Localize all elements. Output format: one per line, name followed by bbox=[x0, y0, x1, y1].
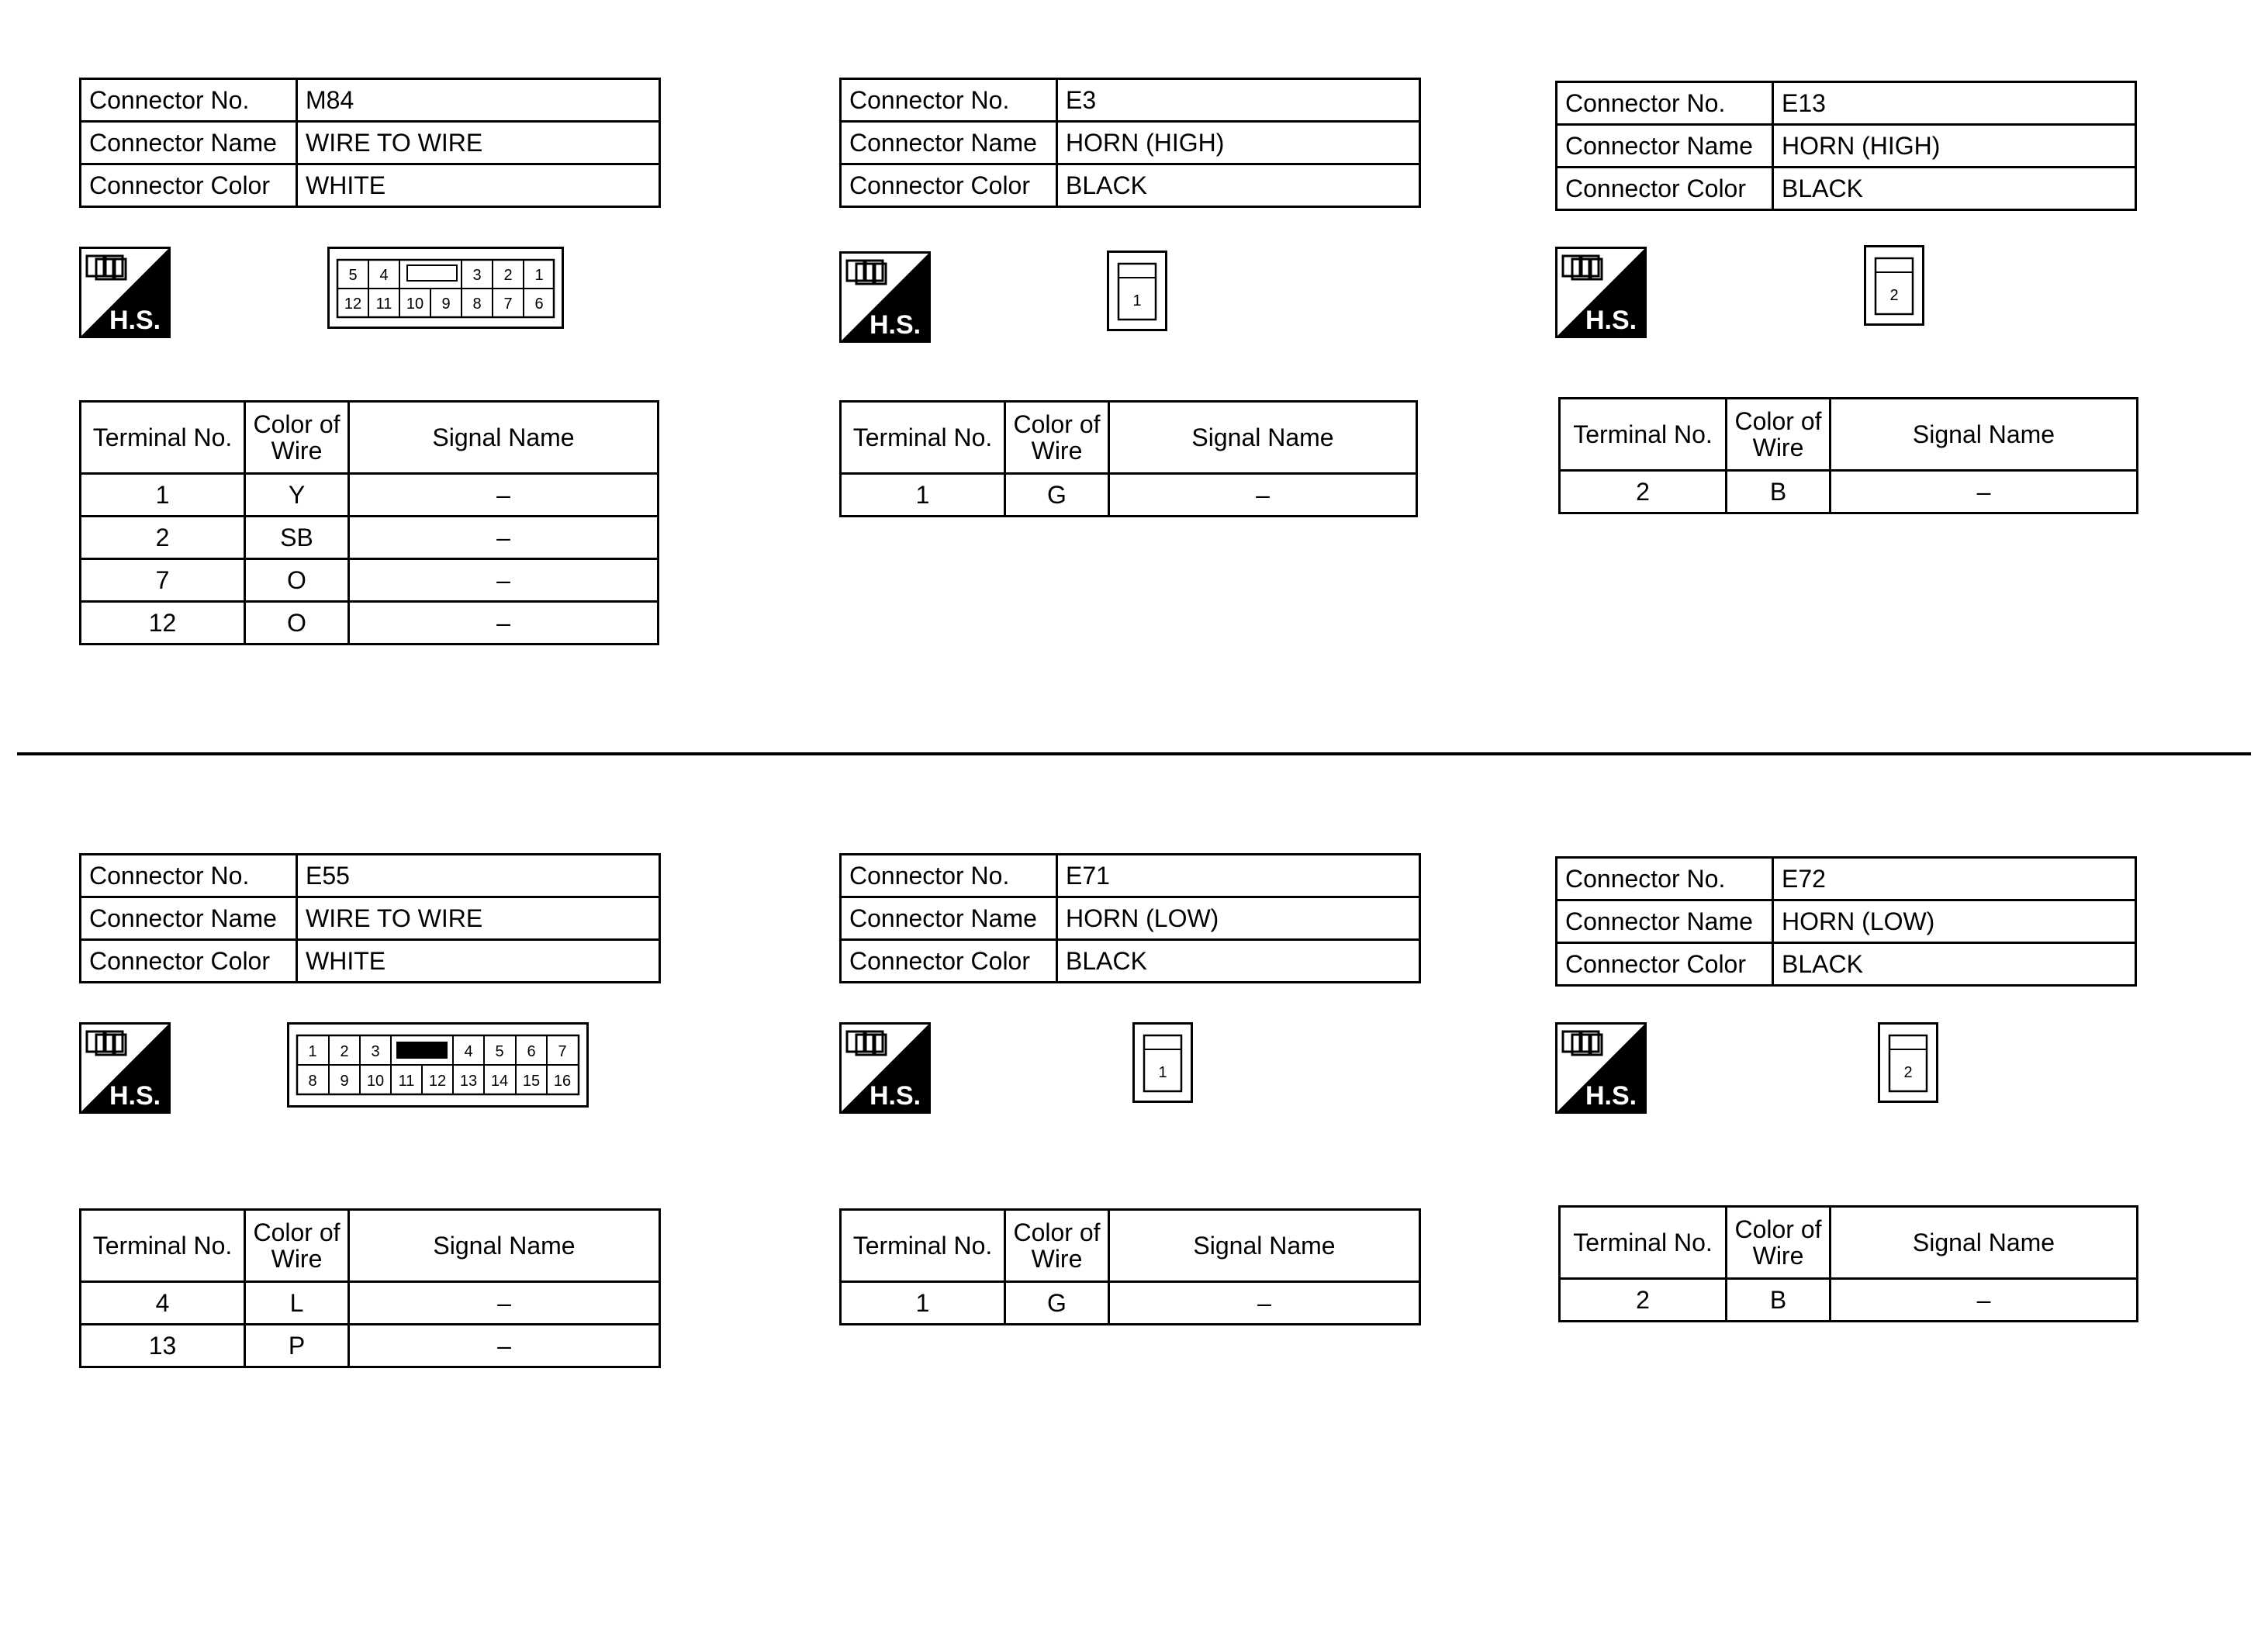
connector-no-value: E13 bbox=[1773, 82, 2136, 125]
connector-face-diagram bbox=[327, 247, 564, 329]
pin-label: 10 bbox=[406, 295, 424, 313]
hs-harness-side-icon bbox=[1555, 1022, 1647, 1114]
terminal-no-cell: 1 bbox=[81, 474, 245, 517]
connector-info-table bbox=[1555, 856, 2137, 987]
terminal-table bbox=[1558, 397, 2138, 514]
pin-label: 3 bbox=[472, 267, 482, 284]
terminal-header-row bbox=[841, 1210, 1420, 1282]
connector-name-label: Connector Name bbox=[1557, 900, 1773, 943]
pin-label: 2 bbox=[1889, 287, 1899, 304]
connector-face-diagram bbox=[1107, 251, 1167, 331]
wire-color-cell: B bbox=[1727, 471, 1831, 513]
connector-no-label: Connector No. bbox=[81, 855, 297, 897]
color-of-wire-header: Color of Wire bbox=[1727, 1207, 1831, 1279]
hs-label: H.S. bbox=[869, 310, 921, 340]
connector-name-label: Connector Name bbox=[81, 122, 297, 164]
hs-harness-side-icon bbox=[79, 1022, 171, 1114]
terminal-no-header: Terminal No. bbox=[841, 1210, 1005, 1282]
pin-label: 3 bbox=[371, 1043, 380, 1060]
connector-color-label: Connector Color bbox=[1557, 168, 1773, 210]
connector-no-label: Connector No. bbox=[1557, 82, 1773, 125]
connector-panel-e3 bbox=[839, 78, 1429, 698]
table-row bbox=[81, 1325, 660, 1367]
pin-label: 5 bbox=[495, 1043, 504, 1060]
table-row bbox=[841, 1282, 1420, 1325]
pin-label: 1 bbox=[1132, 292, 1142, 309]
connector-info-table bbox=[839, 78, 1421, 208]
signal-name-cell: – bbox=[1831, 471, 2138, 513]
connector-name-value: WIRE TO WIRE bbox=[297, 897, 660, 940]
connector-name-row bbox=[81, 897, 660, 940]
terminal-header-row bbox=[81, 1210, 660, 1282]
hs-harness-side-icon bbox=[79, 247, 171, 338]
connector-no-label: Connector No. bbox=[841, 79, 1057, 122]
terminal-no-header: Terminal No. bbox=[1560, 1207, 1727, 1279]
terminal-no-cell: 1 bbox=[841, 474, 1005, 517]
signal-name-cell: – bbox=[349, 602, 659, 645]
connector-color-label: Connector Color bbox=[1557, 943, 1773, 986]
wire-color-cell: G bbox=[1005, 474, 1109, 517]
connector-color-label: Connector Color bbox=[81, 940, 297, 983]
pin-label: 1 bbox=[308, 1043, 317, 1060]
connector-name-label: Connector Name bbox=[1557, 125, 1773, 168]
connector-name-row bbox=[841, 897, 1420, 940]
connector-name-value: WIRE TO WIRE bbox=[297, 122, 660, 164]
terminal-header-row bbox=[1560, 1207, 2138, 1279]
connector-no-row bbox=[841, 79, 1420, 122]
connector-no-value: E72 bbox=[1773, 858, 2136, 900]
pin-label: 5 bbox=[348, 267, 358, 284]
connector-no-row bbox=[81, 855, 660, 897]
pin-label: 8 bbox=[472, 295, 482, 313]
table-row bbox=[841, 474, 1417, 517]
color-of-wire-header: Color of Wire bbox=[245, 402, 349, 474]
pin-label: 1 bbox=[1158, 1064, 1167, 1081]
pin-label: 8 bbox=[308, 1073, 317, 1090]
hs-label: H.S. bbox=[1585, 306, 1637, 335]
table-row bbox=[81, 474, 659, 517]
pin-label: 11 bbox=[375, 295, 392, 313]
terminal-table bbox=[79, 1208, 661, 1368]
connector-name-row bbox=[1557, 125, 2136, 168]
connector-face-diagram bbox=[1864, 245, 1924, 326]
pin-label: 13 bbox=[459, 1073, 478, 1090]
signal-name-header: Signal Name bbox=[349, 402, 659, 474]
wire-color-cell: SB bbox=[245, 517, 349, 559]
section-divider bbox=[17, 752, 2251, 755]
table-row bbox=[81, 602, 659, 645]
connector-color-label: Connector Color bbox=[81, 164, 297, 207]
wire-color-cell: B bbox=[1727, 1279, 1831, 1322]
terminal-header-row bbox=[81, 402, 659, 474]
color-of-wire-header: Color of Wire bbox=[1727, 399, 1831, 471]
pin-label: 4 bbox=[464, 1043, 473, 1060]
signal-name-cell: – bbox=[1831, 1279, 2138, 1322]
hs-harness-side-icon bbox=[1555, 247, 1647, 338]
signal-name-cell: – bbox=[1109, 474, 1417, 517]
pin-label: 1 bbox=[534, 267, 544, 284]
connector-no-row bbox=[1557, 858, 2136, 900]
connector-no-value: E55 bbox=[297, 855, 660, 897]
connector-name-value: HORN (HIGH) bbox=[1057, 122, 1420, 164]
pin-label: 7 bbox=[558, 1043, 567, 1060]
connector-no-row bbox=[81, 79, 660, 122]
terminal-no-header: Terminal No. bbox=[81, 402, 245, 474]
connector-color-value: BLACK bbox=[1057, 164, 1420, 207]
color-of-wire-header: Color of Wire bbox=[1005, 1210, 1109, 1282]
connector-no-value: E71 bbox=[1057, 855, 1420, 897]
connector-color-value: WHITE bbox=[297, 940, 660, 983]
terminal-no-cell: 4 bbox=[81, 1282, 245, 1325]
locking-tab bbox=[407, 265, 457, 281]
connector-info-table bbox=[1555, 81, 2137, 211]
hs-harness-side-icon bbox=[839, 1022, 931, 1114]
connector-panel-m84 bbox=[79, 78, 669, 698]
table-row bbox=[81, 517, 659, 559]
connector-name-label: Connector Name bbox=[81, 897, 297, 940]
wire-color-cell: L bbox=[245, 1282, 349, 1325]
connector-no-row bbox=[1557, 82, 2136, 125]
pin-label: 11 bbox=[398, 1073, 415, 1090]
connector-face-diagram bbox=[1878, 1022, 1938, 1103]
signal-name-header: Signal Name bbox=[349, 1210, 660, 1282]
color-of-wire-header: Color of Wire bbox=[245, 1210, 349, 1282]
table-row bbox=[1560, 1279, 2138, 1322]
connector-color-value: WHITE bbox=[297, 164, 660, 207]
pin-label: 2 bbox=[503, 267, 513, 284]
connector-color-row bbox=[1557, 168, 2136, 210]
connector-no-value: M84 bbox=[297, 79, 660, 122]
connector-name-row bbox=[841, 122, 1420, 164]
terminal-no-cell: 1 bbox=[841, 1282, 1005, 1325]
wire-color-cell: G bbox=[1005, 1282, 1109, 1325]
pin-label: 2 bbox=[1903, 1064, 1913, 1081]
pin-label: 6 bbox=[534, 295, 544, 313]
pin-label: 2 bbox=[340, 1043, 349, 1060]
signal-name-header: Signal Name bbox=[1109, 1210, 1420, 1282]
connector-color-label: Connector Color bbox=[841, 164, 1057, 207]
pin-label: 15 bbox=[522, 1073, 541, 1090]
terminal-header-row bbox=[1560, 399, 2138, 471]
terminal-no-cell: 7 bbox=[81, 559, 245, 602]
signal-name-cell: – bbox=[1109, 1282, 1420, 1325]
connector-panel-e72 bbox=[1555, 853, 2145, 1474]
connector-no-label: Connector No. bbox=[841, 855, 1057, 897]
wire-color-cell: Y bbox=[245, 474, 349, 517]
terminal-table bbox=[79, 400, 659, 645]
signal-name-header: Signal Name bbox=[1109, 402, 1417, 474]
connector-info-table bbox=[79, 853, 661, 983]
terminal-no-cell: 12 bbox=[81, 602, 245, 645]
connector-name-value: HORN (LOW) bbox=[1773, 900, 2136, 943]
connector-color-row bbox=[841, 940, 1420, 983]
connector-color-label: Connector Color bbox=[841, 940, 1057, 983]
connector-info-table bbox=[79, 78, 661, 208]
connector-face-diagram bbox=[1132, 1022, 1193, 1103]
terminal-table bbox=[839, 1208, 1421, 1325]
signal-name-cell: – bbox=[349, 559, 659, 602]
connector-color-value: BLACK bbox=[1773, 168, 2136, 210]
pin-label: 10 bbox=[366, 1073, 385, 1090]
signal-name-cell: – bbox=[349, 517, 659, 559]
terminal-no-cell: 2 bbox=[1560, 1279, 1727, 1322]
wire-color-cell: P bbox=[245, 1325, 349, 1367]
wire-color-cell: O bbox=[245, 602, 349, 645]
connector-color-row bbox=[81, 164, 660, 207]
hs-label: H.S. bbox=[869, 1081, 921, 1111]
connector-color-value: BLACK bbox=[1773, 943, 2136, 986]
pin-label: 12 bbox=[344, 295, 362, 313]
connector-no-label: Connector No. bbox=[81, 79, 297, 122]
connector-name-value: HORN (LOW) bbox=[1057, 897, 1420, 940]
table-row bbox=[1560, 471, 2138, 513]
hs-label: H.S. bbox=[1585, 1081, 1637, 1111]
connector-color-row bbox=[1557, 943, 2136, 986]
terminal-no-cell: 2 bbox=[1560, 471, 1727, 513]
wire-color-cell: O bbox=[245, 559, 349, 602]
hs-label: H.S. bbox=[109, 1081, 161, 1111]
terminal-no-header: Terminal No. bbox=[81, 1210, 245, 1282]
terminal-table bbox=[1558, 1205, 2138, 1322]
signal-name-header: Signal Name bbox=[1831, 399, 2138, 471]
pin-label: 12 bbox=[428, 1073, 447, 1090]
pin-label: 16 bbox=[553, 1073, 572, 1090]
signal-name-cell: – bbox=[349, 1325, 660, 1367]
connector-name-value: HORN (HIGH) bbox=[1773, 125, 2136, 168]
terminal-table bbox=[839, 400, 1418, 517]
connector-panel-e71 bbox=[839, 853, 1429, 1474]
connector-no-row bbox=[841, 855, 1420, 897]
pin-label: 6 bbox=[527, 1043, 536, 1060]
pin-label: 7 bbox=[503, 295, 513, 313]
locking-tab bbox=[396, 1042, 448, 1059]
table-row bbox=[81, 559, 659, 602]
terminal-no-cell: 13 bbox=[81, 1325, 245, 1367]
connector-color-row bbox=[841, 164, 1420, 207]
pin-label: 9 bbox=[441, 295, 451, 313]
connector-color-row bbox=[81, 940, 660, 983]
signal-name-cell: – bbox=[349, 474, 659, 517]
pin-label: 4 bbox=[379, 267, 389, 284]
connector-panel-e13 bbox=[1555, 78, 2145, 698]
connector-name-label: Connector Name bbox=[841, 122, 1057, 164]
table-row bbox=[81, 1282, 660, 1325]
pin-label: 14 bbox=[490, 1073, 509, 1090]
connector-panel-e55 bbox=[79, 853, 669, 1474]
connector-name-label: Connector Name bbox=[841, 897, 1057, 940]
hs-harness-side-icon bbox=[839, 251, 931, 343]
signal-name-cell: – bbox=[349, 1282, 660, 1325]
connector-no-value: E3 bbox=[1057, 79, 1420, 122]
connector-name-row bbox=[1557, 900, 2136, 943]
connector-name-row bbox=[81, 122, 660, 164]
terminal-header-row bbox=[841, 402, 1417, 474]
terminal-no-header: Terminal No. bbox=[841, 402, 1005, 474]
terminal-no-header: Terminal No. bbox=[1560, 399, 1727, 471]
signal-name-header: Signal Name bbox=[1831, 1207, 2138, 1279]
pin-label: 9 bbox=[340, 1073, 349, 1090]
color-of-wire-header: Color of Wire bbox=[1005, 402, 1109, 474]
connector-no-label: Connector No. bbox=[1557, 858, 1773, 900]
connector-color-value: BLACK bbox=[1057, 940, 1420, 983]
connector-info-table bbox=[839, 853, 1421, 983]
terminal-no-cell: 2 bbox=[81, 517, 245, 559]
hs-label: H.S. bbox=[109, 306, 161, 335]
connector-face-diagram bbox=[287, 1022, 589, 1108]
